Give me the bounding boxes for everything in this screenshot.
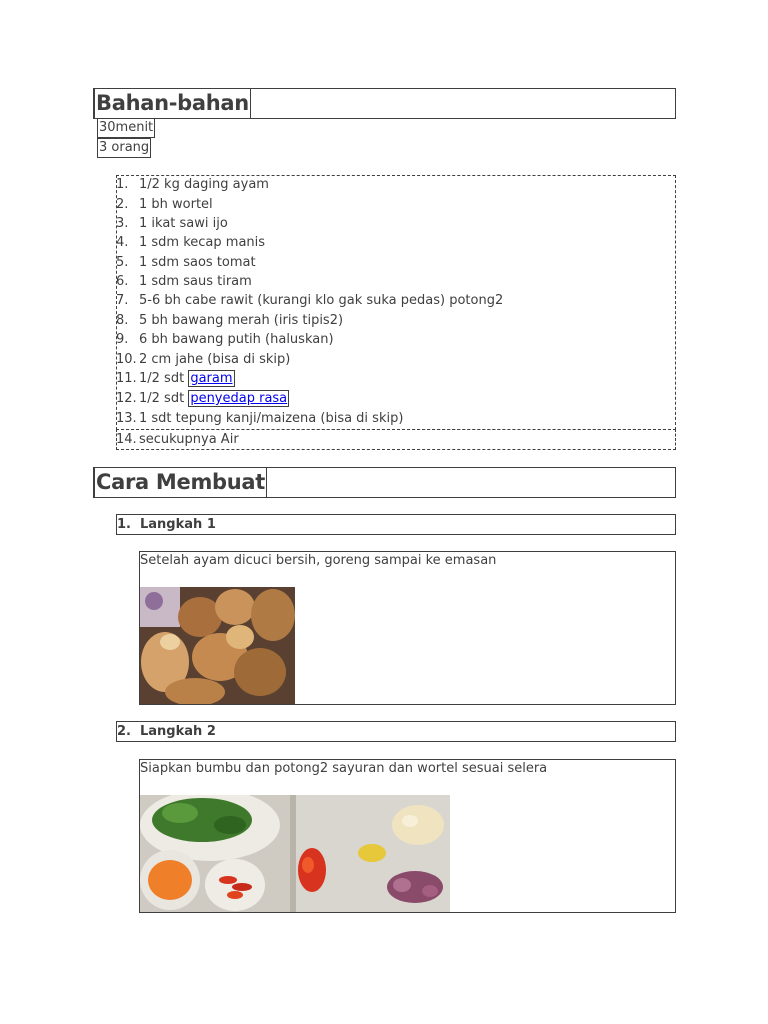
- ingredient-item: 13. 1 sdt tepung kanji/maizena (bisa di skip): [116, 411, 404, 426]
- ingredient-item: 1. 1/2 kg daging ayam: [116, 177, 269, 192]
- ingredient-item: 9. 6 bh bawang putih (haluskan): [116, 332, 334, 347]
- step-content: [139, 551, 676, 705]
- ingredient-item: 6. 1 sdm saus tiram: [116, 274, 252, 289]
- steps-title: Cara Membuat: [94, 467, 267, 498]
- steps-header: [93, 467, 676, 498]
- ingredient-item: 8. 5 bh bawang merah (iris tipis2): [116, 313, 344, 328]
- ingredient-item: 7. 5-6 bh cabe rawit (kurangi klo gak suka pedas) potong2: [116, 293, 504, 308]
- ingredient-item: 2. 1 bh wortel: [116, 197, 213, 212]
- ingredients-header: [93, 88, 676, 119]
- ingredient-item: 3. 1 ikat sawi ijo: [116, 216, 228, 231]
- step-heading: 2. Langkah 2: [116, 721, 676, 742]
- ingredients-title: Bahan-bahan: [94, 88, 251, 119]
- step-content: [139, 759, 676, 913]
- servings-label: 3 orang: [97, 138, 151, 158]
- penyedap-rasa-link[interactable]: penyedap rasa: [190, 391, 288, 406]
- ingredient-item: 12. 1/2 sdt penyedap rasa: [116, 391, 288, 406]
- ingredients-prep-photo: [140, 795, 450, 912]
- ingredient-item: 11. 1/2 sdt garam: [116, 371, 233, 386]
- duration-label: 30menit: [97, 118, 155, 138]
- step-description: Siapkan bumbu dan potong2 sayuran dan wortel sesuai selera: [140, 761, 548, 776]
- garam-link[interactable]: garam: [190, 371, 233, 386]
- ingredient-item: 5. 1 sdm saos tomat: [116, 255, 256, 270]
- ingredient-item: 4. 1 sdm kecap manis: [116, 235, 266, 250]
- fried-chicken-photo: [140, 587, 295, 704]
- ingredient-item: 14. secukupnya Air: [116, 432, 239, 447]
- ingredient-item: 10. 2 cm jahe (bisa di skip): [116, 352, 291, 367]
- step-description: Setelah ayam dicuci bersih, goreng sampai ke emasan: [140, 553, 497, 568]
- step-heading: 1. Langkah 1: [116, 514, 676, 535]
